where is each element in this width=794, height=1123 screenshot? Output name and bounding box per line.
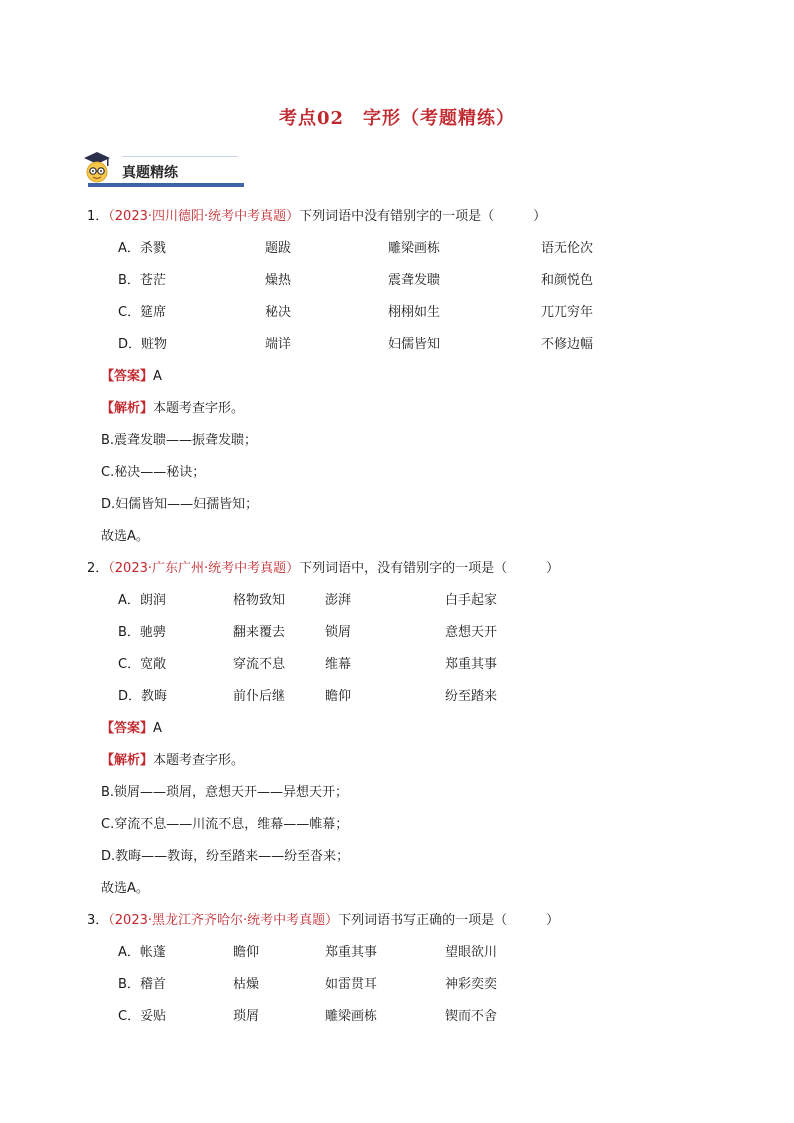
option-word: 题跋 bbox=[265, 241, 292, 256]
option-word: 瞻仰 bbox=[325, 689, 352, 704]
question-text: 下列词语中没有错别字的一项是（ ） bbox=[299, 209, 547, 224]
answer-tag: 【答案】 bbox=[101, 369, 154, 384]
option-word: 琐屑 bbox=[233, 1009, 260, 1024]
answer-tag: 【答案】 bbox=[101, 721, 154, 736]
section-label: 真题精练 bbox=[122, 165, 178, 181]
option-word: 栩栩如生 bbox=[388, 305, 441, 320]
option-word: 妇儒皆知 bbox=[388, 337, 441, 352]
option-label-word: A．帐蓬 bbox=[118, 945, 166, 960]
option-row-a bbox=[118, 589, 701, 621]
option-word: 维幕 bbox=[325, 657, 352, 672]
option-row-d bbox=[118, 685, 701, 717]
option-word: 白手起家 bbox=[445, 593, 498, 608]
option-label-word: C．妥贴 bbox=[118, 1009, 167, 1024]
option-word: 意想天开 bbox=[445, 625, 498, 640]
analysis-line: D.教晦——教诲，纷至踏来——纷至沓来； bbox=[101, 849, 350, 864]
option-row-c bbox=[118, 653, 701, 685]
analysis-text: 本题考查字形。 bbox=[153, 401, 245, 416]
option-word: 望眼欲川 bbox=[445, 945, 498, 960]
answer-value: A bbox=[153, 721, 162, 736]
option-word: 纷至踏来 bbox=[445, 689, 498, 704]
option-word: 瞻仰 bbox=[233, 945, 260, 960]
analysis-line: B.锁屑——琐屑，意想天开——异想天开； bbox=[101, 785, 349, 800]
page-title: 考点02 字形（考题精练） bbox=[278, 108, 516, 129]
option-row-b bbox=[118, 269, 701, 301]
question-2-stem bbox=[87, 557, 701, 589]
option-row-c bbox=[118, 301, 701, 333]
option-label-word: B．稽首 bbox=[118, 977, 166, 992]
option-word: 郑重其事 bbox=[325, 945, 378, 960]
option-label-word: B．驰骋 bbox=[118, 625, 166, 640]
question-1-stem bbox=[87, 205, 701, 237]
banner-underline bbox=[88, 183, 244, 187]
option-word: 语无伦次 bbox=[541, 241, 594, 256]
option-word: 格物致知 bbox=[233, 593, 286, 608]
analysis-text: 本题考查字形。 bbox=[153, 753, 245, 768]
option-word: 前仆后继 bbox=[233, 689, 286, 704]
option-row-b bbox=[118, 973, 701, 1005]
option-row-b bbox=[118, 621, 701, 653]
option-word: 震聋发聩 bbox=[388, 273, 441, 288]
option-word: 端详 bbox=[265, 337, 292, 352]
question-3-stem bbox=[87, 909, 701, 941]
analysis-line bbox=[101, 749, 701, 781]
option-label-word: C．筵席 bbox=[118, 305, 167, 320]
option-word: 神彩奕奕 bbox=[445, 977, 498, 992]
option-word: 穿流不息 bbox=[233, 657, 286, 672]
option-word: 锁屑 bbox=[325, 625, 352, 640]
analysis-line: C.秘决——秘诀； bbox=[101, 465, 206, 480]
answer-value: A bbox=[153, 369, 162, 384]
section-banner bbox=[82, 150, 244, 190]
analysis-line: B.震聋发聩——振聋发聩； bbox=[101, 433, 258, 448]
option-label-word: A．杀戮 bbox=[118, 241, 166, 256]
scholar-icon bbox=[82, 150, 112, 186]
analysis-line: D.妇儒皆知——妇孺皆知； bbox=[101, 497, 259, 512]
answer-line bbox=[101, 365, 701, 397]
option-label-word: D．教晦 bbox=[118, 689, 168, 704]
option-word: 锲而不舍 bbox=[445, 1009, 498, 1024]
banner-top-line bbox=[122, 156, 238, 157]
analysis-tag: 【解析】 bbox=[101, 401, 154, 416]
option-word: 和颜悦色 bbox=[541, 273, 594, 288]
question-source: （2023·四川德阳·统考中考真题） bbox=[108, 209, 300, 224]
option-label-word: B．苍茫 bbox=[118, 273, 166, 288]
option-row-d bbox=[118, 333, 701, 365]
analysis-line: 故选A。 bbox=[101, 881, 149, 896]
option-word: 郑重其事 bbox=[445, 657, 498, 672]
question-number: 1． bbox=[87, 209, 109, 224]
option-label-word: C．宽敞 bbox=[118, 657, 167, 672]
option-word: 燥热 bbox=[265, 273, 292, 288]
option-word: 雕梁画栋 bbox=[325, 1009, 378, 1024]
question-number: 2． bbox=[87, 561, 109, 576]
option-word: 枯燥 bbox=[233, 977, 260, 992]
option-label-word: D．赃物 bbox=[118, 337, 168, 352]
question-source: （2023·黑龙江齐齐哈尔·统考中考真题） bbox=[108, 913, 339, 928]
question-source: （2023·广东广州·统考中考真题） bbox=[108, 561, 300, 576]
question-text: 下列词语中，没有错别字的一项是（ ） bbox=[299, 561, 560, 576]
option-word: 兀兀穷年 bbox=[541, 305, 594, 320]
option-word: 雕梁画栋 bbox=[388, 241, 441, 256]
question-content bbox=[87, 205, 701, 1037]
option-word: 秘决 bbox=[265, 305, 292, 320]
answer-line bbox=[101, 717, 701, 749]
analysis-line: 故选A。 bbox=[101, 529, 149, 544]
option-row-a bbox=[118, 237, 701, 269]
option-word: 翻来覆去 bbox=[233, 625, 286, 640]
option-word: 不修边幅 bbox=[541, 337, 594, 352]
option-row-a bbox=[118, 941, 701, 973]
question-number: 3． bbox=[87, 913, 109, 928]
option-row-c bbox=[118, 1005, 701, 1037]
analysis-line: C.穿流不息——川流不息，维幕——帷幕； bbox=[101, 817, 349, 832]
analysis-tag: 【解析】 bbox=[101, 753, 154, 768]
option-word: 如雷贯耳 bbox=[325, 977, 378, 992]
option-label-word: A．朗润 bbox=[118, 593, 166, 608]
question-text: 下列词语书写正确的一项是（ ） bbox=[338, 913, 560, 928]
option-word: 澎湃 bbox=[325, 593, 352, 608]
analysis-line bbox=[101, 397, 701, 429]
